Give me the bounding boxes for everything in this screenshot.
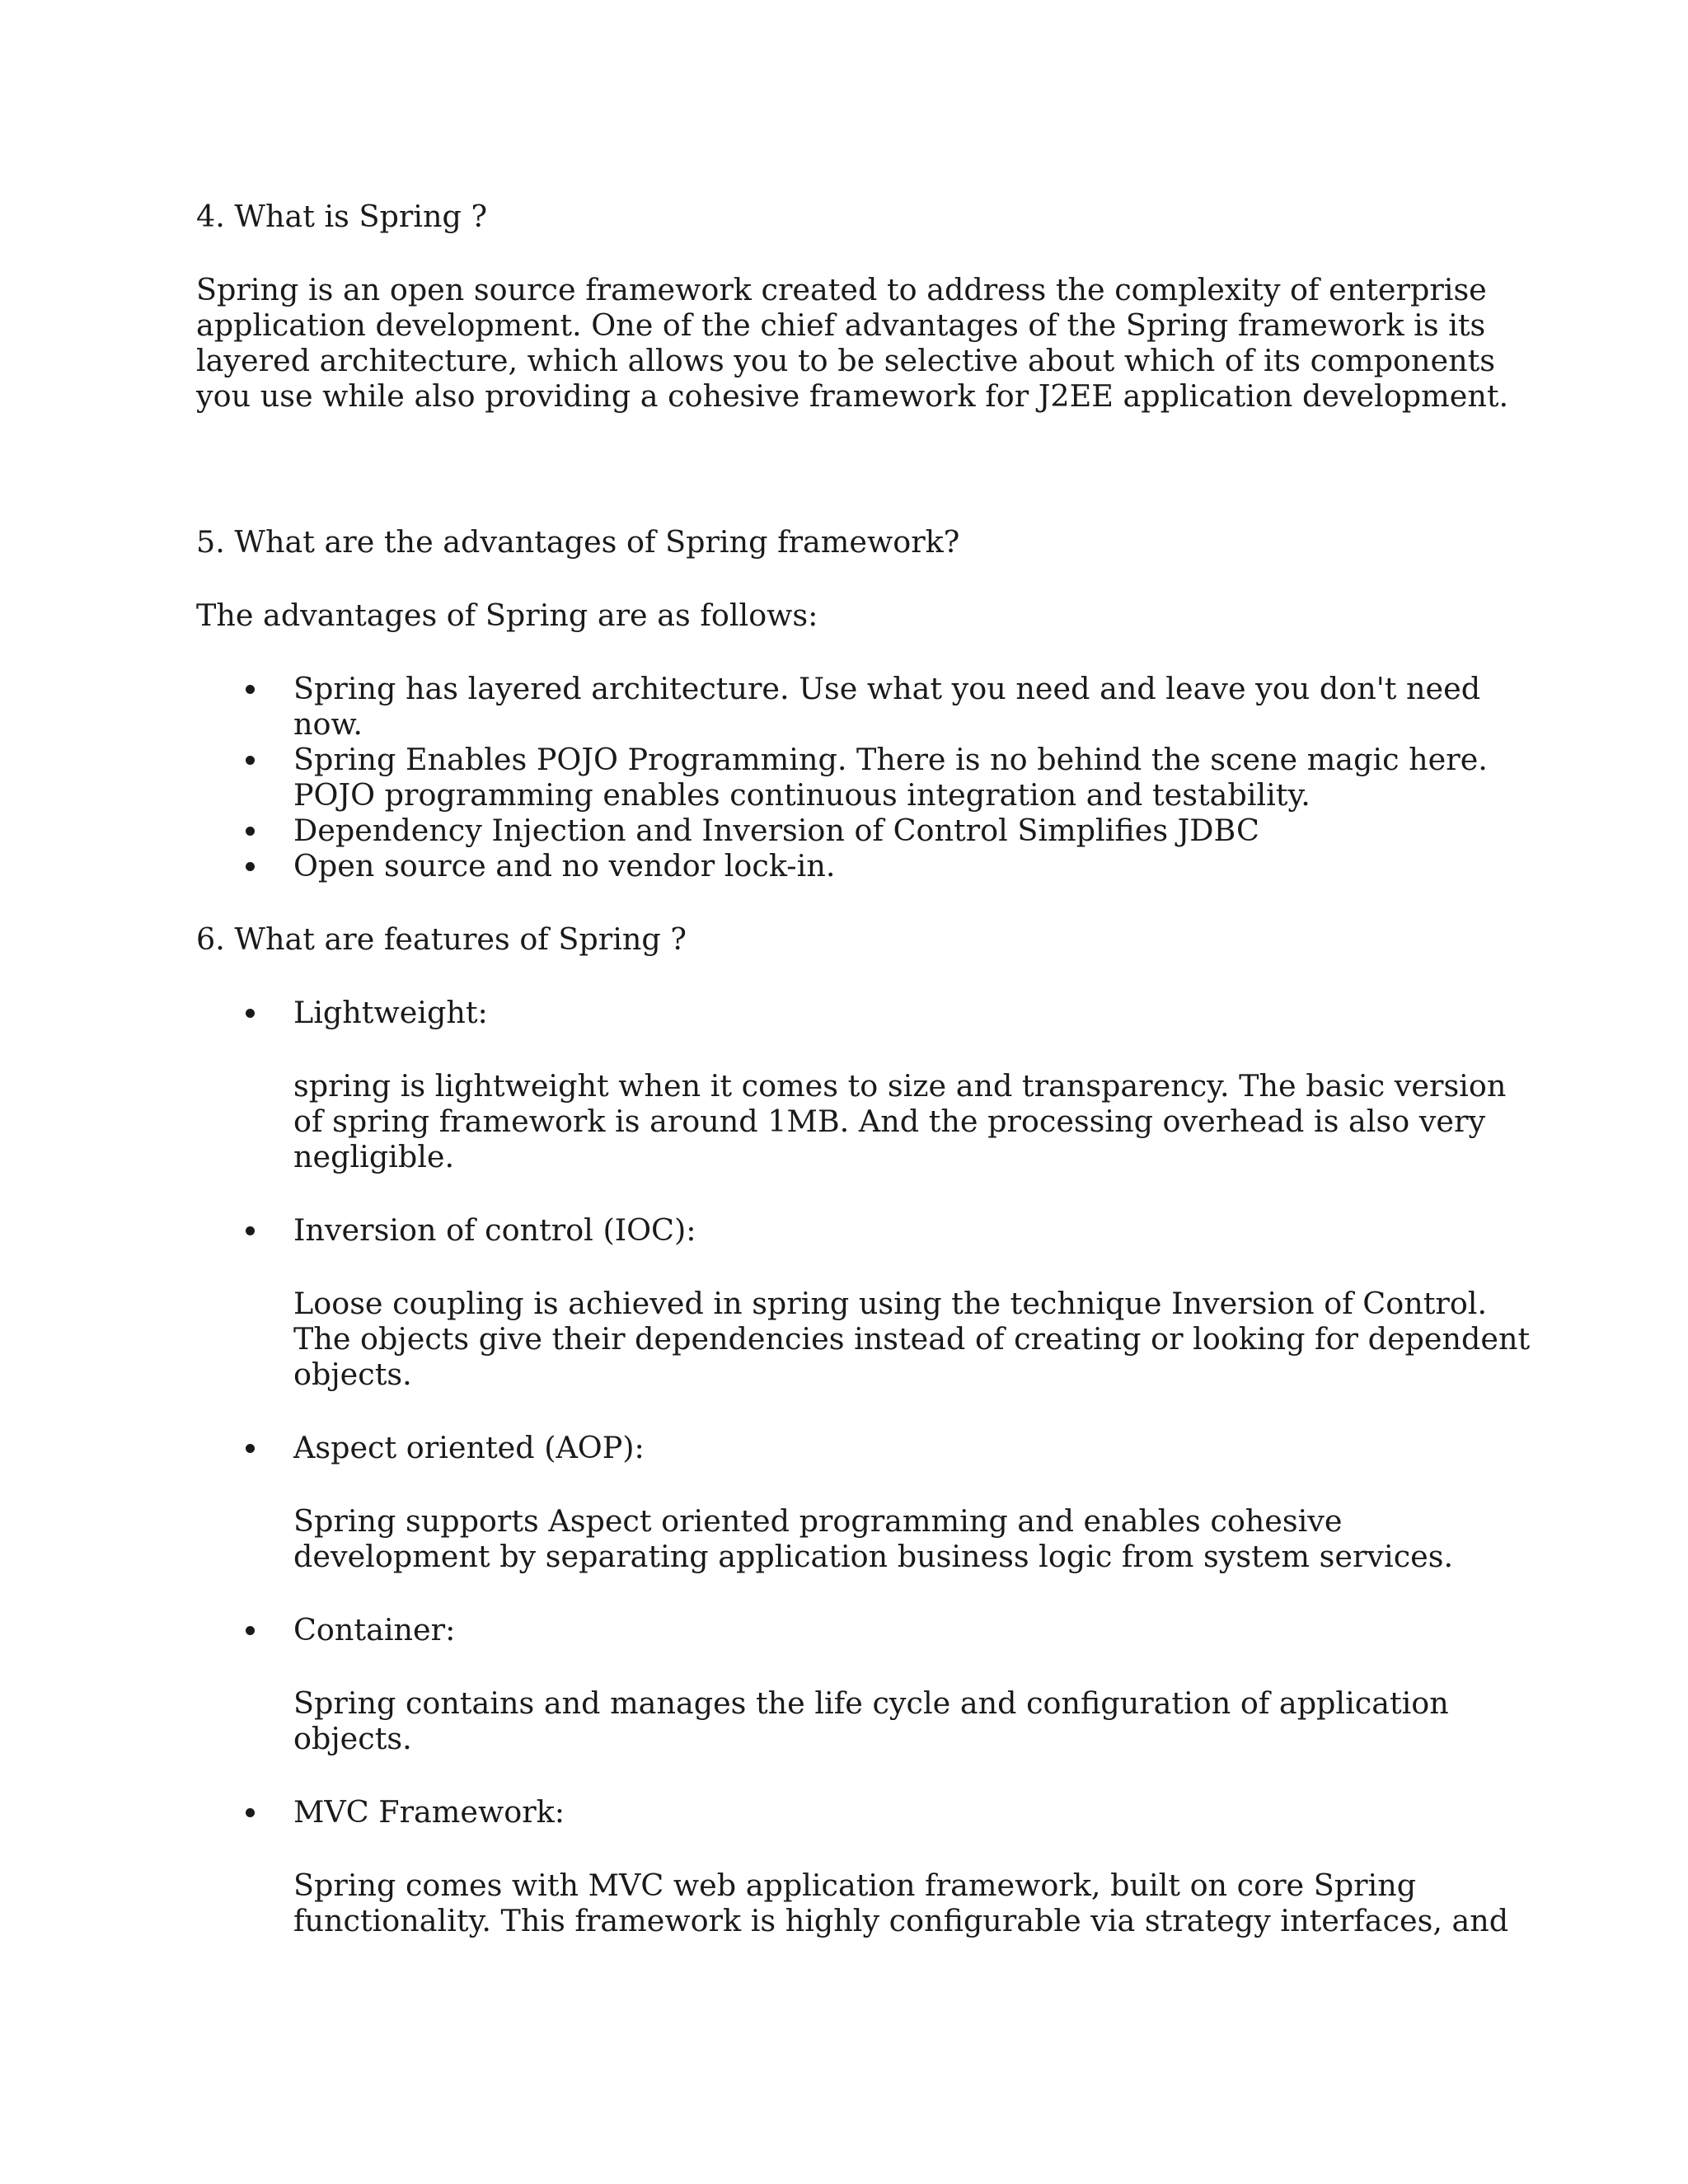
feature-desc-line: development by separating application business logic from system services.: [293, 1539, 1454, 1574]
feature-desc-line: negligible.: [293, 1139, 455, 1174]
bullet-dot: [246, 685, 255, 694]
advantage-line: now.: [293, 706, 363, 742]
feature-desc-line: of spring framework is around 1MB. And the processing overhead is also very: [293, 1104, 1486, 1139]
advantage-line: Spring Enables POJO Programming. There is no behind the scene magic here.: [293, 742, 1488, 777]
bullet-dot: [246, 756, 255, 765]
paragraph-line: you use while also providing a cohesive framework for J2EE application development.: [196, 378, 1509, 414]
feature-desc-line: spring is lightweight when it comes to size and transparency. The basic version: [293, 1068, 1507, 1104]
heading-advantages: 5. What are the advantages of Spring framework?: [196, 524, 960, 560]
feature-title: Aspect oriented (AOP):: [293, 1430, 645, 1465]
advantages-intro: The advantages of Spring are as follows:: [196, 598, 818, 633]
paragraph-line: layered architecture, which allows you to be selective about which of its components: [196, 343, 1496, 378]
bullet-dot: [246, 1226, 255, 1235]
bullet-dot: [246, 1626, 255, 1635]
advantage-line: Open source and no vendor lock-in.: [293, 848, 836, 883]
feature-desc-line: Spring comes with MVC web application framework, built on core Spring: [293, 1868, 1417, 1903]
paragraph-line: application development. One of the chief advantages of the Spring framework is its: [196, 307, 1486, 343]
bullet-dot: [246, 1808, 255, 1817]
feature-desc-line: objects.: [293, 1721, 412, 1756]
feature-desc-line: Spring contains and manages the life cycle and configuration of application: [293, 1685, 1449, 1721]
advantage-line: Spring has layered architecture. Use what you need and leave you don't need: [293, 671, 1481, 706]
feature-desc-line: The objects give their dependencies instead of creating or looking for dependent: [293, 1321, 1531, 1357]
bullet-dot: [246, 1009, 255, 1018]
bullet-dot: [246, 827, 255, 836]
heading-what-is-spring: 4. What is Spring ?: [196, 199, 488, 234]
feature-desc-line: Loose coupling is achieved in spring using the technique Inversion of Control.: [293, 1286, 1488, 1321]
paragraph-line: Spring is an open source framework created to address the complexity of enterprise: [196, 272, 1487, 307]
feature-desc-line: objects.: [293, 1357, 412, 1392]
heading-features: 6. What are features of Spring ?: [196, 921, 687, 957]
feature-title: Container:: [293, 1612, 456, 1647]
feature-title: Lightweight:: [293, 995, 488, 1030]
feature-title: Inversion of control (IOC):: [293, 1212, 696, 1248]
bullet-dot: [246, 1444, 255, 1453]
feature-desc-line: functionality. This framework is highly configurable via strategy interfaces, and: [293, 1903, 1509, 1938]
feature-desc-line: Spring supports Aspect oriented programming and enables cohesive: [293, 1503, 1343, 1539]
feature-title: MVC Framework:: [293, 1794, 565, 1830]
advantage-line: POJO programming enables continuous integration and testability.: [293, 777, 1311, 813]
advantage-line: Dependency Injection and Inversion of Control Simplifies JDBC: [293, 813, 1259, 848]
bullet-dot: [246, 862, 255, 871]
